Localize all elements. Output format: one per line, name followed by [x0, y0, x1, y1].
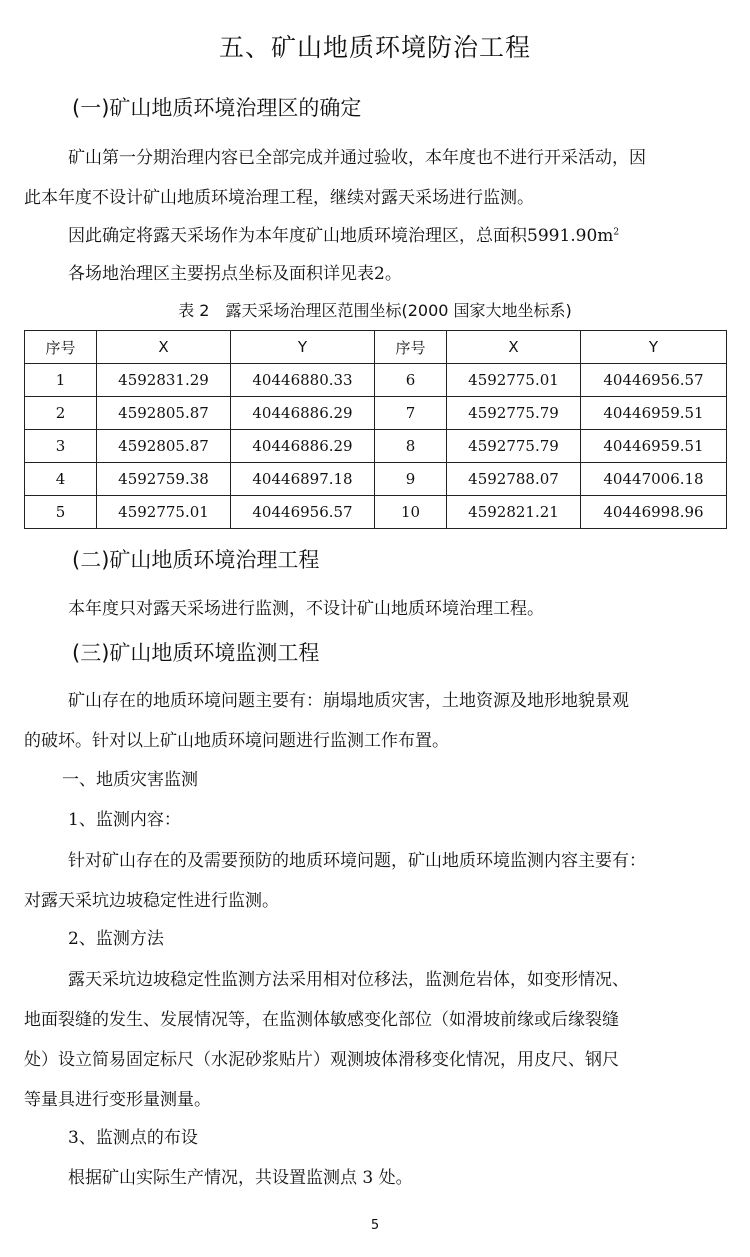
- table-cell: 4592775.79: [447, 397, 581, 430]
- paragraph-line: 矿山第一分期治理内容已全部完成并通过验收，本年度也不进行开采活动，因: [68, 148, 646, 168]
- paragraph-line: 各场地治理区主要拐点坐标及面积详见表2。: [68, 264, 402, 284]
- table-cell: 40446880.33: [231, 364, 375, 397]
- table-cell: 7: [375, 397, 447, 430]
- paragraph-line: 露天采坑边坡稳定性监测方法采用相对位移法，监测危岩体，如变形情况、: [68, 970, 629, 990]
- table-cell: 9: [375, 463, 447, 496]
- section-2-heading: (二)矿山地质环境治理工程: [72, 548, 320, 572]
- section-1-heading: (一)矿山地质环境治理区的确定: [72, 96, 362, 120]
- table-cell: 3: [25, 430, 97, 463]
- table-cell: 10: [375, 496, 447, 529]
- area-text: 因此确定将露天采场作为本年度矿山地质环境治理区，总面积5991.90m: [68, 226, 614, 246]
- coordinate-table: [24, 330, 727, 529]
- table-cell: 40446897.18: [231, 463, 375, 496]
- table-cell: 4592775.79: [447, 430, 581, 463]
- table-cell: 40446886.29: [231, 397, 375, 430]
- table-cell: 40446959.51: [581, 397, 727, 430]
- table-cell: 2: [25, 397, 97, 430]
- area-unit-superscript: 2: [613, 227, 620, 238]
- table-cell: 4: [25, 463, 97, 496]
- table-cell: 1: [25, 364, 97, 397]
- paragraph-line: 此本年度不设计矿山地质环境治理工程，继续对露天采场进行监测。: [24, 188, 534, 208]
- header-cell: X: [97, 331, 231, 364]
- table-cell: 4592775.01: [97, 496, 231, 529]
- section-3-heading: (三)矿山地质环境监测工程: [72, 641, 320, 665]
- page-title: 五、矿山地质环境防治工程: [218, 33, 531, 62]
- table-cell: 40446956.57: [231, 496, 375, 529]
- paragraph-line: 本年度只对露天采场进行监测，不设计矿山地质环境治理工程。: [68, 599, 544, 619]
- table-caption: 表 2 露天采场治理区范围坐标(2000 国家大地坐标系): [178, 301, 572, 320]
- paragraph-line: 矿山存在的地质环境问题主要有：崩塌地质灾害，土地资源及地形地貌景观: [68, 691, 629, 711]
- table-cell: 4592821.21: [447, 496, 581, 529]
- table-row: [25, 397, 727, 430]
- header-cell: Y: [231, 331, 375, 364]
- table-header-row: [25, 331, 727, 364]
- table-cell: 4592831.29: [97, 364, 231, 397]
- table-cell: 4592759.38: [97, 463, 231, 496]
- table-cell: 40446956.57: [581, 364, 727, 397]
- table-cell: 4592805.87: [97, 397, 231, 430]
- subsection-heading: 一、地质灾害监测: [62, 770, 198, 790]
- table-cell: 5: [25, 496, 97, 529]
- table-row: [25, 430, 727, 463]
- table-cell: 4592805.87: [97, 430, 231, 463]
- table-cell: 6: [375, 364, 447, 397]
- paragraph-line: [68, 221, 619, 246]
- item-heading: 2、监测方法: [68, 929, 164, 949]
- header-cell: 序号: [375, 331, 447, 364]
- table-cell: 40446998.96: [581, 496, 727, 529]
- paragraph-line: 根据矿山实际生产情况，共设置监测点 3 处。: [68, 1168, 413, 1188]
- paragraph-line: 地面裂缝的发生、发展情况等，在监测体敏感变化部位（如滑坡前缘或后缘裂缝: [24, 1010, 619, 1030]
- table-row: [25, 364, 727, 397]
- item-heading: 1、监测内容：: [68, 810, 181, 830]
- header-cell: X: [447, 331, 581, 364]
- header-cell: Y: [581, 331, 727, 364]
- table-cell: 40446886.29: [231, 430, 375, 463]
- table-cell: 40447006.18: [581, 463, 727, 496]
- paragraph-line: 的破坏。针对以上矿山地质环境问题进行监测工作布置。: [24, 731, 449, 751]
- page-number: 5: [370, 1218, 380, 1233]
- header-cell: 序号: [25, 331, 97, 364]
- table-row: [25, 463, 727, 496]
- paragraph-line: 针对矿山存在的及需要预防的地质环境问题，矿山地质环境监测内容主要有：: [68, 851, 646, 871]
- table-cell: 40446959.51: [581, 430, 727, 463]
- table-cell: 4592788.07: [447, 463, 581, 496]
- paragraph-line: 对露天采坑边坡稳定性进行监测。: [24, 891, 279, 911]
- table-row: [25, 496, 727, 529]
- table-cell: 8: [375, 430, 447, 463]
- paragraph-line: 等量具进行变形量测量。: [24, 1090, 211, 1110]
- paragraph-line: 处）设立简易固定标尺（水泥砂浆贴片）观测坡体滑移变化情况，用皮尺、钢尺: [24, 1050, 619, 1070]
- item-heading: 3、监测点的布设: [68, 1128, 198, 1148]
- table-cell: 4592775.01: [447, 364, 581, 397]
